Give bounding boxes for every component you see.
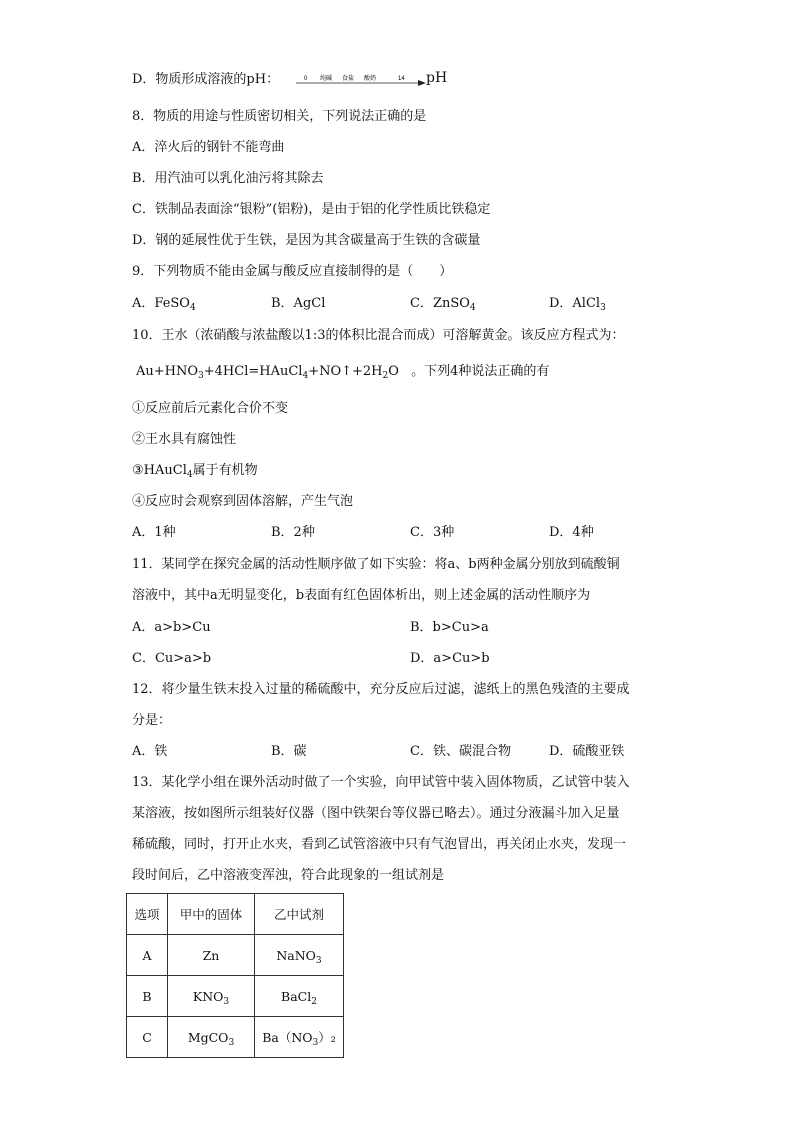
table-cell-reagent: $Ba(NO_3)_2$ [255,1017,344,1058]
q13-stem-line-4: 段时间后，乙中溶液变浑浊，符合此现象的一组试剂是 [132,868,445,883]
table-header-cell: 选项 [127,894,168,935]
ph-scale-label: 食盐 [342,76,355,82]
q8-option-d: D．钢的延展性优于生铁，是因为其含碳量高于生铁的含碳量 [132,233,481,248]
table-cell-option: C [127,1017,168,1058]
q9-option-d: D．AlCl$_3$ [549,296,606,313]
table-cell-solid: $KNO_3$ [168,976,255,1017]
q8-option-c: C．铁制品表面涂“银粉”(铝粉)，是由于铝的化学性质比铁稳定 [132,202,491,217]
table-cell-solid: Zn [168,935,255,976]
q9-option-a: A．FeSO$_4$ [132,296,196,313]
q9-option-c: C．ZnSO$_4$ [410,296,476,313]
q11-option-a: A．a>b>Cu [132,620,211,635]
table-header-row [127,894,344,935]
ph-scale-label: 14 [398,76,405,82]
q12-option-d: D．硫酸亚铁 [549,744,625,759]
ph-scale-label: 酸奶 [364,76,377,82]
q8-stem: 8．物质的用途与性质密切相关，下列说法正确的是 [132,109,427,124]
q10-stem: 10．王水（浓硝酸与浓盐酸以1:3的体积比混合而成）可溶解黄金。该反应方程式为： [132,328,625,343]
q11-stem-line-1: 11．某同学在探究金属的活动性顺序做了如下实验：将a、b两种金属分别放到硫酸铜 [132,557,620,572]
table-row [127,1017,344,1058]
ph-suffix: pH [426,70,448,86]
q10-option-d: D．4种 [549,525,594,540]
q9-stem: 9．下列物质不能由金属与酸反应直接制得的是（ ） [132,264,453,279]
q11-option-d: D．a>Cu>b [410,651,490,666]
table-cell-solid: MgCO$_3$ [168,1017,255,1058]
q13-stem-line-3: 稀硫酸，同时，打开止水夹，看到乙试管溶液中只有气泡冒出，再关闭止水夹，发现一 [132,837,627,852]
q12-option-c: C．铁、碳混合物 [410,744,511,759]
q11-option-b: B．b>Cu>a [410,620,489,635]
table-header-cell: 甲中的固体 [168,894,255,935]
table-row [127,935,344,976]
q12-option-a: A．铁 [132,744,168,759]
q9-option-b: B．AgCl [271,296,326,311]
q12-stem-line-2: 分是： [132,713,172,728]
ph-scale-label: 纯碱 [320,76,333,82]
q13-stem-line-2: 某溶液，按如图所示组装好仪器（图中铁架台等仪器已略去）。通过分液漏斗加入足量 [132,806,620,821]
table-cell-option: B [127,976,168,1017]
q11-stem-line-2: 溶液中，其中a无明显变化，b表面有红色固体析出，则上述金属的活动性顺序为 [132,588,591,603]
q10-option-a: A．1种 [132,525,176,540]
q10-statement-2: ②王水具有腐蚀性 [132,432,237,447]
q13-options-table [126,893,344,1058]
q10-option-b: B．2种 [271,525,315,540]
table-cell-reagent: BaCl$_2$ [255,976,344,1017]
table-row [127,976,344,1017]
q12-option-b: B．碳 [271,744,307,759]
ph-scale-arrow [296,70,426,90]
q10-equation: $Au+HNO_3+4HCl=HAuCl_4+NO↑+2H_2O$ 。下列4种说法正确的有 [136,364,550,381]
q10-option-c: C．3种 [410,525,455,540]
ph-scale-label: 0 [304,76,308,82]
table-header-cell: 乙中试剂 [255,894,344,935]
q12-stem-line-1: 12．将少量生铁末投入过量的稀硫酸中，充分反应后过滤，滤纸上的黑色残渣的主要成 [132,682,630,697]
table-cell-reagent: NaNO$_3$ [255,935,344,976]
q10-statement-3: ③HAuCl$_4$属于有机物 [132,463,258,480]
q8-option-a: A．淬火后的钢针不能弯曲 [132,140,285,155]
q13-stem-line-1: 13．某化学小组在课外活动时做了一个实验，向甲试管中装入固体物质，乙试管中装入 [132,775,630,790]
q10-statement-1: ①反应前后元素化合价不变 [132,401,289,416]
table-cell-option: A [127,935,168,976]
d-option-prefix: D．物质形成溶液的pH： [132,72,280,87]
q11-option-c: C．Cu>a>b [132,651,212,666]
q10-statement-4: ④反应时会观察到固体溶解，产生气泡 [132,494,354,509]
q8-option-b: B．用汽油可以乳化油污将其除去 [132,171,324,186]
